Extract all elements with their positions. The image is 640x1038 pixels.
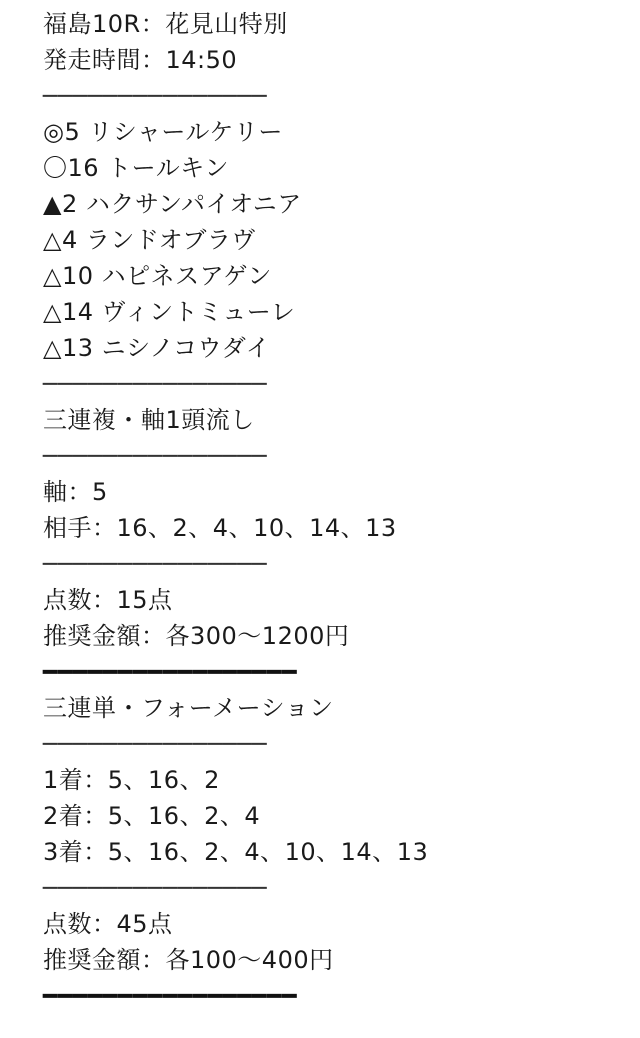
trifecta-first: 1着：5、16、2 <box>43 766 220 794</box>
horse-pick-tanana: ▲2 ハクサンパイオニア <box>43 190 302 218</box>
horse-pick-renka-3: △14 ヴィントミューレ <box>43 298 296 326</box>
bet-type-trifecta: 三連単・フォーメーション <box>43 694 334 722</box>
separator: ─────────────── <box>43 82 268 110</box>
post-time: 発走時間：14:50 <box>43 46 238 74</box>
separator: ─────────────── <box>43 730 268 758</box>
horse-pick-honmei: ◎5 リシャールケリー <box>43 118 283 146</box>
horse-pick-renka-1: △4 ランドオブラヴ <box>43 226 256 254</box>
bet-type-trio: 三連複・軸1頭流し <box>43 406 255 434</box>
race-title: 福島10R：花見山特別 <box>43 10 288 38</box>
trio-recommended-amount: 推奨金額：各300〜1200円 <box>43 622 350 650</box>
race-prediction-text <box>43 6 603 1014</box>
trifecta-third: 3着：5、16、2、4、10、14、13 <box>43 838 429 866</box>
horse-pick-renka-2: △10 ハピネスアゲン <box>43 262 272 290</box>
separator: ─────────────── <box>43 442 268 470</box>
horse-pick-renka-4: △13 ニシノコウダイ <box>43 334 271 362</box>
thick-separator: ━━━━━━━━━━━━━━━━━ <box>43 658 298 686</box>
separator: ─────────────── <box>43 550 268 578</box>
trio-partners: 相手：16、2、4、10、14、13 <box>43 514 397 542</box>
trio-axis: 軸：5 <box>43 478 108 506</box>
separator: ─────────────── <box>43 370 268 398</box>
horse-pick-taikou: 〇16 トールキン <box>43 154 229 182</box>
trifecta-ticket-count: 点数：45点 <box>43 910 173 938</box>
trio-ticket-count: 点数：15点 <box>43 586 173 614</box>
trifecta-recommended-amount: 推奨金額：各100〜400円 <box>43 946 334 974</box>
trifecta-second: 2着：5、16、2、4 <box>43 802 261 830</box>
separator: ─────────────── <box>43 874 268 902</box>
thick-separator: ━━━━━━━━━━━━━━━━━ <box>43 982 298 1010</box>
